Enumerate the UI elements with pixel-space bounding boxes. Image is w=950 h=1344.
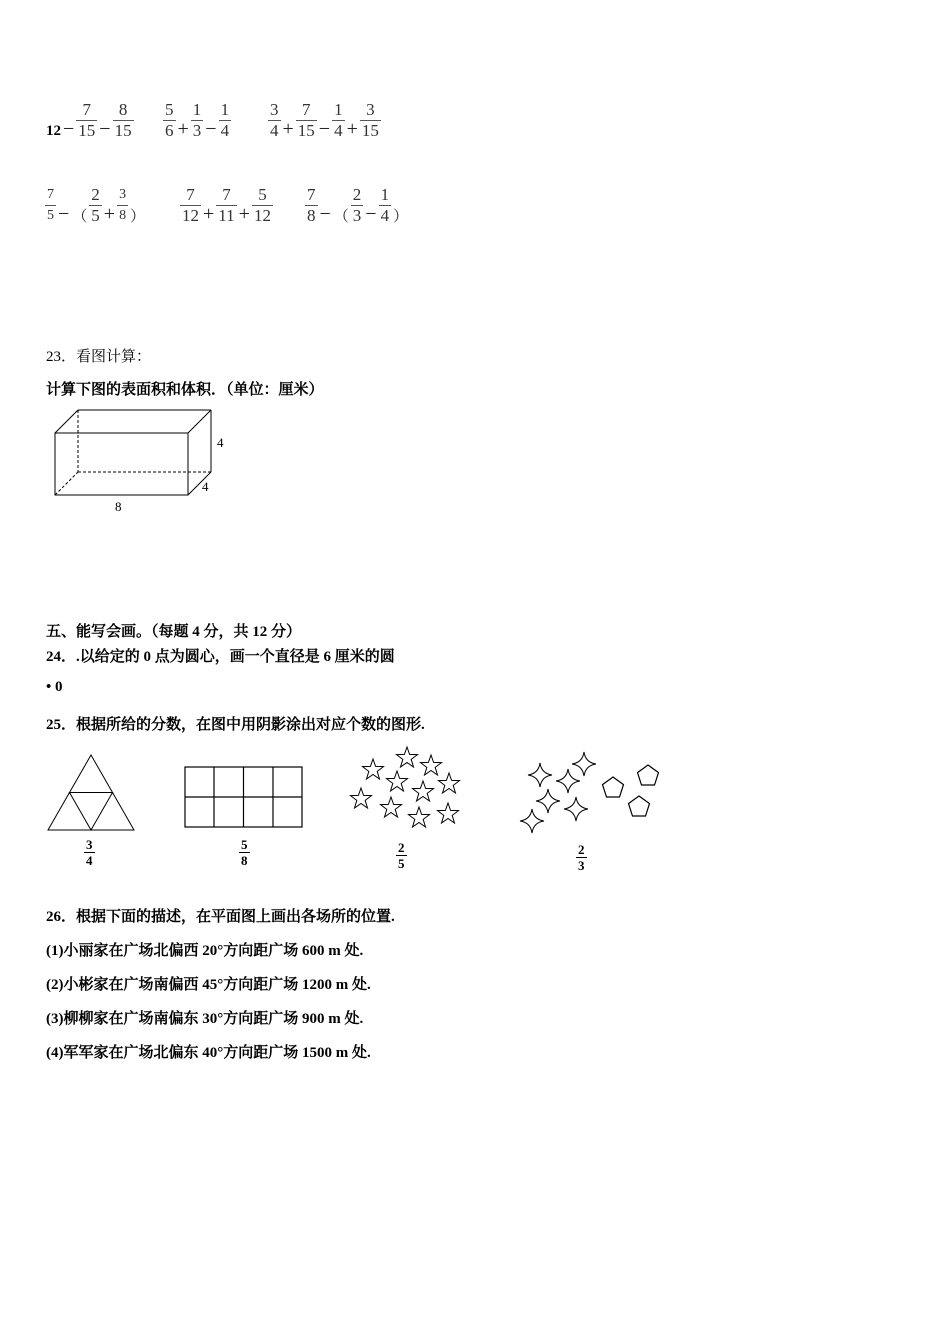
q26-item: (4)军军家在广场北偏东 40°方向距广场 1500 m 处. bbox=[46, 1045, 371, 1061]
fraction: $\frac{3}{4}$ bbox=[270, 100, 279, 140]
fraction: $\frac{7}{15}$ bbox=[297, 100, 315, 140]
plus-sign: + bbox=[177, 118, 189, 140]
fraction: $\frac{5}{12}$ bbox=[253, 185, 271, 225]
fraction-label: $\frac{2}{3}$ bbox=[578, 842, 585, 873]
fraction: $\frac{1}{3}$ bbox=[192, 100, 202, 140]
left-paren: （ bbox=[333, 209, 349, 225]
lead-number: 12 bbox=[46, 123, 61, 139]
grid-figure bbox=[183, 765, 305, 830]
expression-row1-1 bbox=[46, 100, 135, 141]
plus-sign: + bbox=[103, 203, 116, 225]
stars-figure bbox=[345, 742, 470, 837]
expression-row1-3 bbox=[268, 100, 382, 141]
fraction: $\frac{2}{3}$ bbox=[352, 185, 362, 225]
expression-row2-2 bbox=[180, 185, 274, 226]
minus-sign: − bbox=[63, 118, 75, 140]
fraction: $\frac{8}{15}$ bbox=[114, 100, 132, 140]
q26-item: (2)小彬家在广场南偏西 45°方向距广场 1200 m 处. bbox=[46, 977, 371, 993]
sparkles-pentagons-figure bbox=[518, 748, 668, 838]
q24-text: 24．.以给定的 0 点为圆心，画一个直径是 6 厘米的圆 bbox=[46, 649, 395, 665]
height-label: 4 bbox=[217, 435, 224, 450]
q24-point-label: • 0 bbox=[46, 679, 63, 695]
q26-item: (1)小丽家在广场北偏西 20°方向距广场 600 m 处. bbox=[46, 943, 364, 959]
depth-label: 4 bbox=[202, 479, 209, 494]
fraction: $\frac{5}{6}$ bbox=[165, 100, 174, 140]
fraction: $\frac{7}{5}$ bbox=[45, 185, 56, 226]
expression-row2-3 bbox=[305, 185, 410, 226]
minus-sign: − bbox=[99, 118, 111, 140]
length-label: 8 bbox=[115, 499, 122, 514]
q26-item: (3)柳柳家在广场南偏东 30°方向距广场 900 m 处. bbox=[46, 1011, 364, 1027]
section-heading: 五、能写会画。（每题 4 分，共 12 分） bbox=[46, 624, 302, 640]
cuboid-diagram bbox=[40, 405, 240, 520]
plus-sign: + bbox=[346, 118, 358, 140]
minus-sign: − bbox=[318, 118, 331, 140]
left-paren: （ bbox=[72, 209, 88, 225]
right-paren: ） bbox=[393, 209, 409, 225]
fraction: $\frac{1}{4}$ bbox=[220, 100, 230, 140]
fraction: $\frac{1}{4}$ bbox=[380, 185, 390, 225]
q25-text: 25．根据所给的分数，在图中用阴影涂出对应个数的图形. bbox=[46, 717, 425, 733]
fraction: $\frac{7}{12}$ bbox=[182, 185, 199, 225]
fraction-label: $\frac{2}{5}$ bbox=[398, 840, 405, 871]
q26-text: 26．根据下面的描述，在平面图上画出各场所的位置. bbox=[46, 909, 395, 925]
q23-description: 计算下图的表面积和体积．（单位：厘米） bbox=[46, 382, 324, 398]
triangle-figure bbox=[45, 752, 140, 837]
fraction: $\frac{7}{8}$ bbox=[307, 185, 316, 225]
fraction: $\frac{7}{11}$ bbox=[218, 185, 235, 225]
fraction: $\frac{1}{4}$ bbox=[334, 100, 343, 140]
fraction: $\frac{2}{5}$ bbox=[91, 185, 100, 225]
minus-sign: − bbox=[205, 118, 217, 140]
fraction: $\frac{3}{8}$ bbox=[117, 185, 128, 226]
minus-sign: − bbox=[319, 203, 331, 225]
expression-row1-2 bbox=[163, 100, 232, 141]
fraction: $\frac{7}{15}$ bbox=[78, 100, 96, 140]
expression-row2-1 bbox=[45, 185, 147, 226]
fraction: $\frac{3}{15}$ bbox=[361, 100, 379, 140]
q23-title: 23．看图计算： bbox=[46, 349, 152, 365]
plus-sign: + bbox=[282, 118, 294, 140]
fraction-label: $\frac{5}{8}$ bbox=[241, 837, 248, 868]
plus-sign: + bbox=[203, 203, 215, 225]
right-paren: ） bbox=[130, 209, 146, 225]
minus-sign: − bbox=[58, 203, 70, 225]
minus-sign: − bbox=[365, 203, 377, 225]
fraction-label: $\frac{3}{4}$ bbox=[86, 837, 93, 868]
plus-sign: + bbox=[238, 203, 250, 225]
